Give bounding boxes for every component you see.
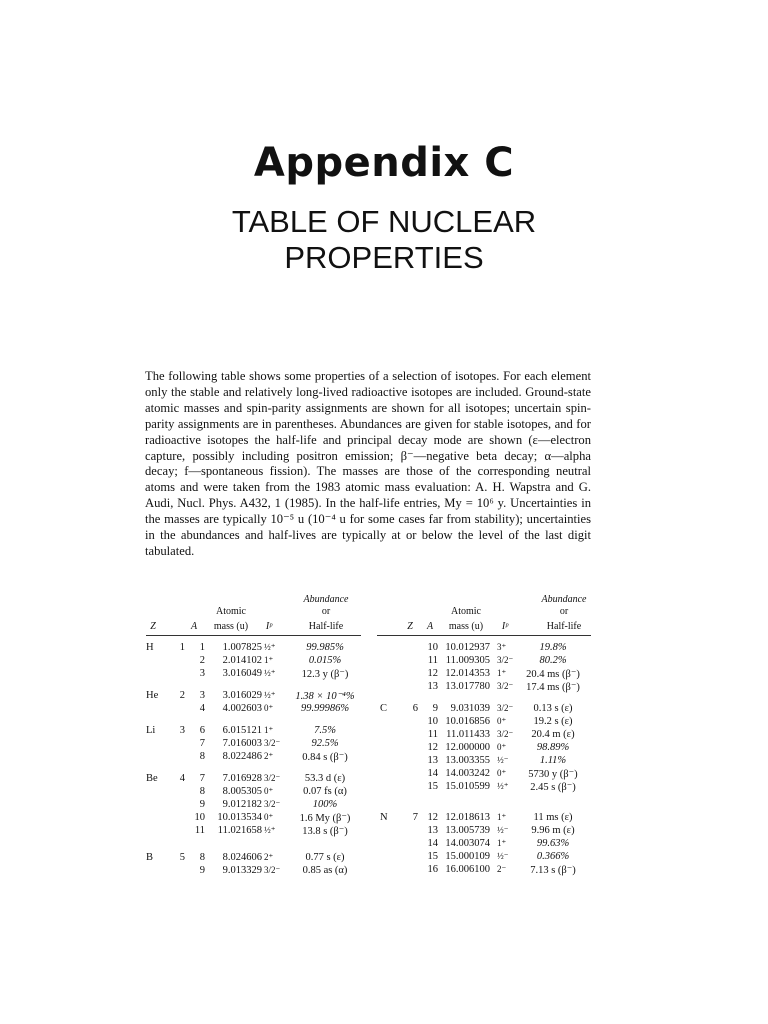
a-value: 7 — [199, 738, 205, 749]
spin-value: ½⁻ — [497, 851, 509, 861]
mass-value: 6.015121 — [222, 725, 262, 736]
subtitle-line-2: PROPERTIES — [284, 240, 484, 275]
z-value: 4 — [179, 773, 185, 784]
abundance-value: 20.4 ms (β⁻) — [526, 669, 580, 680]
a-value: 9 — [199, 865, 205, 876]
a-value: 10 — [427, 642, 438, 653]
mass-value: 11.009305 — [445, 655, 490, 666]
mass-value: 1.007825 — [222, 642, 262, 653]
abundance-header-right-line3: Half-life — [546, 621, 582, 632]
mass-value: 12.014353 — [445, 668, 490, 679]
abundance-value: 7.5% — [314, 725, 336, 736]
appendix-subtitle — [0, 204, 768, 276]
a-value: 10 — [194, 812, 205, 823]
spin-value: 0⁺ — [497, 768, 507, 778]
spin-value: 3⁺ — [497, 642, 507, 652]
a-value: 11 — [427, 729, 438, 740]
mass-value: 8.005305 — [222, 786, 262, 797]
mass-value: 9.013329 — [222, 865, 262, 876]
spin-value: 2⁻ — [497, 864, 507, 874]
intro-text: The following table shows some properties of a selection of isotopes. For each element only the stable and relatively long-lived radioactive isotopes are included. Ground-state atomic masses and spin-parity assignments are shown for all isotopes; uncertain spin-parity assignments are in parentheses. Abundances are given for stable isotopes, and for radioactive isotopes the half-life and principal decay mode are shown (ε—electron capture, possibly including positron emission; β⁻—negative beta decay; α—alpha decay; f—spontaneous fission). The masses are those of the corresponding neutral atoms and were taken from the 1983 atomic mass evaluation: A. H. Wapstra and G. Audi, Nucl. Phys. A432, 1 (1985). In the half-life entries, My = 10⁶ y. Uncertainties in the masses are typically 10⁻⁵ u (10⁻⁴ u for some cases far from stability); uncertainties in the abundances and half-lives are typically at or below the level of the last digit tabulated. — [145, 369, 591, 558]
a-value: 6 — [199, 725, 205, 736]
mass-value: 7.016003 — [222, 738, 262, 749]
spin-header: Iᵖ — [265, 621, 273, 632]
a-value: 2 — [199, 655, 205, 666]
spin-value: 3/2⁻ — [497, 703, 514, 713]
subtitle-line-1: TABLE OF NUCLEAR — [231, 204, 537, 239]
a-value: 8 — [199, 751, 205, 762]
a-value: 3 — [199, 668, 205, 679]
mass-header-right-line2: mass (u) — [448, 621, 484, 632]
abundance-header-right-line1: Abundance — [541, 594, 587, 605]
element-symbol: Be — [146, 773, 158, 784]
mass-value: 9.031039 — [450, 703, 490, 714]
a-value: 1 — [199, 642, 205, 653]
abundance-header-line3: Half-life — [308, 621, 344, 632]
spin-value: 2⁺ — [264, 852, 274, 862]
spin-value: ½⁻ — [497, 825, 509, 835]
mass-value: 7.016928 — [222, 773, 262, 784]
spin-value: 1⁺ — [264, 655, 274, 665]
abundance-value: 1.11% — [539, 755, 567, 766]
abundance-value: 99.63% — [536, 838, 570, 849]
abundance-header-right-line2: or — [559, 606, 569, 617]
element-symbol: C — [380, 703, 388, 714]
spin-value: 3/2⁻ — [497, 681, 514, 691]
abundance-value: 9.96 m (ε) — [531, 825, 575, 836]
z-value: 1 — [179, 642, 185, 653]
element-symbol: N — [380, 812, 388, 823]
z-header-right: Z — [407, 621, 413, 632]
spin-value: ½⁺ — [264, 690, 276, 700]
mass-value: 8.024606 — [222, 852, 262, 863]
abundance-value: 19.8% — [539, 642, 567, 653]
a-value: 8 — [199, 786, 205, 797]
abundance-value: 0.77 s (ε) — [305, 852, 345, 863]
z-header: Z — [150, 621, 156, 632]
abundance-value: 0.07 fs (α) — [303, 786, 347, 797]
spin-value: ½⁺ — [264, 825, 276, 835]
spin-value: 3/2⁻ — [497, 655, 514, 665]
spin-value: 3/2⁻ — [497, 729, 514, 739]
spin-value: 0⁺ — [264, 786, 274, 796]
abundance-value: 92.5% — [311, 738, 339, 749]
a-header-right: A — [426, 621, 434, 632]
abundance-value: 11 ms (ε) — [533, 812, 573, 823]
a-value: 15 — [427, 781, 438, 792]
spin-value: 1⁺ — [264, 725, 274, 735]
spin-value: 3/2⁻ — [264, 799, 281, 809]
mass-header-right-line1: Atomic — [451, 606, 481, 617]
a-value: 13 — [427, 825, 438, 836]
z-value: 6 — [412, 703, 418, 714]
z-value: 2 — [179, 690, 185, 701]
left-header-rule — [146, 635, 361, 636]
a-value: 8 — [199, 852, 205, 863]
element-symbol: H — [146, 642, 154, 653]
mass-value: 10.012937 — [445, 642, 490, 653]
element-symbol: He — [146, 690, 159, 701]
mass-value: 12.018613 — [445, 812, 490, 823]
abundance-value: 80.2% — [539, 655, 567, 666]
abundance-value: 98.89% — [536, 742, 570, 753]
element-symbol: B — [146, 852, 154, 863]
mass-value: 3.016029 — [222, 690, 262, 701]
abundance-value: 7.13 s (β⁻) — [530, 865, 576, 876]
spin-value: 3/2⁻ — [264, 773, 281, 783]
abundance-value: 12.3 y (β⁻) — [301, 669, 349, 680]
a-value: 9 — [432, 703, 438, 714]
mass-value: 11.021658 — [217, 825, 262, 836]
mass-header-line2: mass (u) — [213, 621, 249, 632]
a-value: 15 — [427, 851, 438, 862]
mass-value: 14.003074 — [445, 838, 490, 849]
spin-value: 1⁺ — [497, 668, 507, 678]
abundance-value: 2.45 s (β⁻) — [530, 782, 576, 793]
mass-value: 4.002603 — [222, 703, 262, 714]
element-symbol: Li — [146, 725, 156, 736]
mass-value: 11.011433 — [446, 729, 490, 740]
right-header-rule — [377, 635, 591, 636]
mass-header-line1: Atomic — [216, 606, 246, 617]
a-value: 16 — [427, 864, 438, 875]
intro-paragraph — [145, 369, 591, 560]
mass-value: 14.003242 — [445, 768, 490, 779]
a-value: 14 — [427, 768, 438, 779]
a-value: 13 — [427, 755, 438, 766]
mass-value: 10.016856 — [445, 716, 490, 727]
a-value: 9 — [199, 799, 205, 810]
a-value: 10 — [427, 716, 438, 727]
a-header: A — [190, 621, 198, 632]
abundance-value: 0.366% — [536, 851, 570, 862]
mass-value: 12.000000 — [445, 742, 490, 753]
abundance-value: 0.84 s (β⁻) — [302, 752, 348, 763]
mass-value: 2.014102 — [222, 655, 262, 666]
mass-value: 3.016049 — [222, 668, 262, 679]
abundance-value: 0.13 s (ε) — [533, 703, 573, 714]
a-value: 7 — [199, 773, 205, 784]
z-value: 5 — [179, 852, 185, 863]
spin-value: 1⁺ — [497, 838, 507, 848]
spin-header-right: Iᵖ — [501, 621, 509, 632]
a-value: 11 — [427, 655, 438, 666]
mass-value: 13.005739 — [445, 825, 490, 836]
z-value: 7 — [412, 812, 418, 823]
a-value: 14 — [427, 838, 438, 849]
mass-value: 15.010599 — [445, 781, 490, 792]
a-value: 12 — [427, 742, 438, 753]
spin-value: 2⁺ — [264, 751, 274, 761]
spin-value: ½⁺ — [264, 642, 276, 652]
a-value: 13 — [427, 681, 438, 692]
a-value: 11 — [194, 825, 205, 836]
a-value: 3 — [199, 690, 205, 701]
a-value: 12 — [427, 668, 438, 679]
abundance-value: 1.6 My (β⁻) — [299, 813, 351, 824]
abundance-value: 53.3 d (ε) — [304, 773, 346, 784]
z-value: 3 — [179, 725, 185, 736]
spin-value: 1⁺ — [497, 812, 507, 822]
abundance-header-line1: Abundance — [303, 594, 349, 605]
mass-value: 8.022486 — [222, 751, 262, 762]
abundance-value: 99.99986% — [300, 703, 350, 714]
abundance-value: 100% — [312, 799, 338, 810]
mass-value: 10.013534 — [217, 812, 262, 823]
spin-value: 3/2⁻ — [264, 738, 281, 748]
abundance-value: 5730 y (β⁻) — [528, 769, 578, 780]
abundance-value: 0.85 as (α) — [302, 865, 348, 876]
spin-value: ½⁺ — [264, 668, 276, 678]
abundance-value: 17.4 ms (β⁻) — [526, 682, 580, 693]
spin-value: 0⁺ — [264, 703, 274, 713]
abundance-header-line2: or — [321, 606, 331, 617]
spin-value: 0⁺ — [497, 742, 507, 752]
spin-value: 3/2⁻ — [264, 865, 281, 875]
abundance-value: 20.4 m (ε) — [531, 729, 575, 740]
appendix-title: Appendix C — [253, 140, 515, 186]
mass-value: 9.012182 — [222, 799, 262, 810]
spin-value: 0⁺ — [497, 716, 507, 726]
a-value: 12 — [427, 812, 438, 823]
mass-value: 13.003355 — [445, 755, 490, 766]
abundance-value: 0.015% — [308, 655, 342, 666]
mass-value: 16.006100 — [445, 864, 490, 875]
spin-value: ½⁺ — [497, 781, 509, 791]
abundance-value: 19.2 s (ε) — [533, 716, 573, 727]
spin-value: ½⁻ — [497, 755, 509, 765]
spin-value: 0⁺ — [264, 812, 274, 822]
mass-value: 15.000109 — [445, 851, 490, 862]
mass-value: 13.017780 — [445, 681, 490, 692]
abundance-value: 13.8 s (β⁻) — [302, 826, 348, 837]
a-value: 4 — [199, 703, 205, 714]
abundance-value: 1.38 × 10⁻⁴% — [295, 691, 355, 702]
abundance-value: 99.985% — [306, 642, 344, 653]
